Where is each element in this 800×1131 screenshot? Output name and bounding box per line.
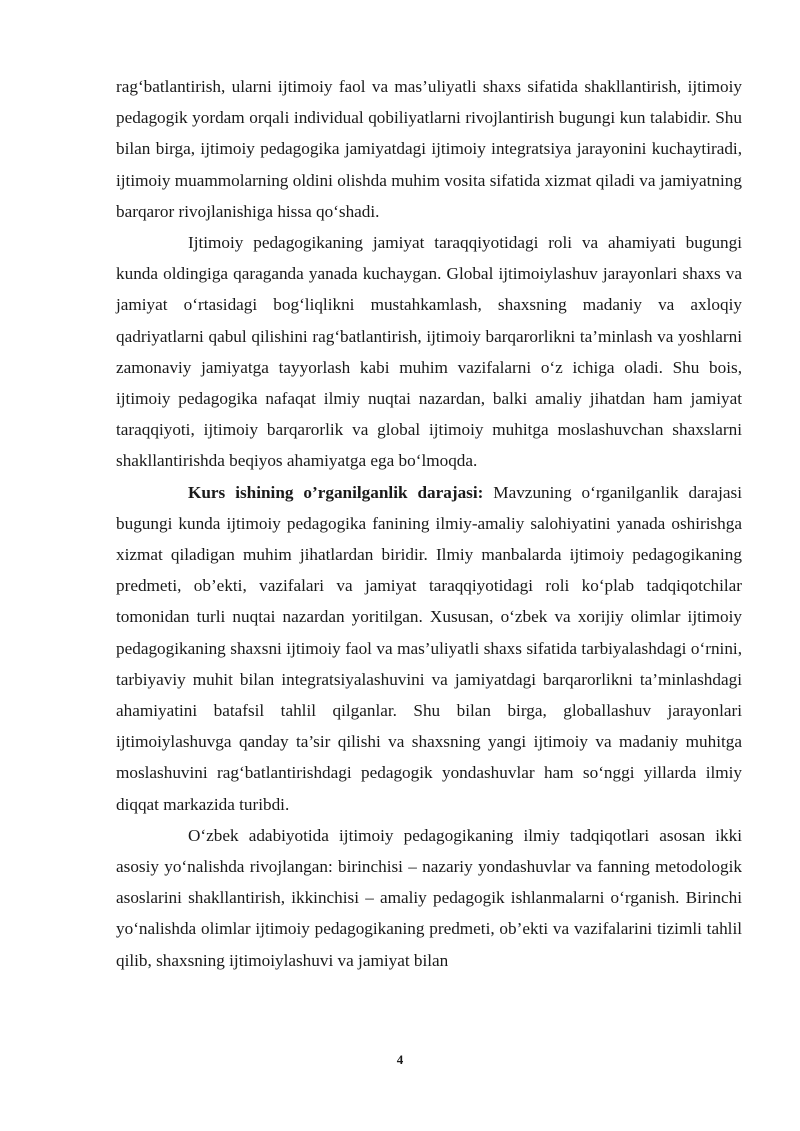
page-number: 4 xyxy=(396,1052,404,1067)
paragraph-text: Ijtimoiy pedagogikaning jamiyat taraqqiyotidagi roli va ahamiyati bugungi kunda oldingiga qaraganda yanada kuchaygan. Global ijtimoiylashuv jarayonlari shaxs va jamiyat o‘rtasidagi bog‘liqlikni mustahkamlash, shaxsning madaniy va axloqiy qadriyatlarni qabul qilishini rag‘batlantirish, ijtimoiy barqarorlikni ta’minlash va yoshlarni zamonaviy jamiyatga tayyorlash kabi muhim vazifalarni o‘z ichiga oladi. Shu bois, ijtimoiy pedagogika nafaqat ilmiy nuqtai nazardan, balki amaliy jihatdan ham jamiyat taraqqiyoti, ijtimoiy barqarorlik va global ijtimoiy muhitga moslashuvchan shaxslarni shakllantirishda beqiyos ahamiyatga ega bo‘lmoqda. xyxy=(116,233,742,471)
paragraph-research-level xyxy=(116,477,742,820)
paragraph-text: rag‘batlantirish, ularni ijtimoiy faol va mas’uliyatli shaxs sifatida shakllantirish, ijtimoiy pedagogik yordam orqali individual qobiliyatlarni rivojlantirish bugungi kun talabidir. Shu bilan birga, ijtimoiy pedagogika jamiyatdagi ijtimoiy integratsiya jarayonini kuchaytiradi, ijtimoiy muammolarning oldini olishda muhim vosita sifatida xizmat qiladi va jamiyatning barqaror rivojlanishiga hissa qo‘shadi. xyxy=(116,77,742,221)
paragraph-text: Mavzuning o‘rganilganlik darajasi bugungi kunda ijtimoiy pedagogika fanining ilmiy-amaliy salohiyatini yanada oshirishga xizmat qiladigan muhim jihatlardan biridir. Ilmiy manbalarda ijtimoiy pedagogikaning predmeti, ob’ekti, vazifalari va jamiyat taraqqiyotidagi roli ko‘plab tadqiqotchilar tomonidan turli nuqtai nazardan yoritilgan. Xususan, o‘zbek va xorijiy olimlar ijtimoiy pedagogikaning shaxsni ijtimoiy faol va mas’uliyatli shaxs sifatida tarbiyalashdagi o‘rnini, tarbiyaviy muhit bilan integratsiyalashuvini va jamiyatdagi barqarorlikni ta’minlashdagi ahamiyatini batafsil tahlil qilganlar. Shu bilan birga, globallashuv jarayonlari ijtimoiylashuvga qanday ta’sir qilishi va shaxsning yangi ijtimoiy va madaniy muhitga moslashuvini rag‘batlantirishdagi pedagogik yondashuvlar ham so‘nggi yillarda ilmiy diqqat markazida turibdi. xyxy=(116,482,742,814)
paragraph-role-of-social-pedagogy xyxy=(116,227,742,477)
paragraph-text: O‘zbek adabiyotida ijtimoiy pedagogikaning ilmiy tadqiqotlari asosan ikki asosiy yo‘nalishda rivojlangan: birinchisi – nazariy yondashuvlar va fanning metodologik asoslarini shakllantirish, ikkinchisi – amaliy pedagogik ishlanmalarni o‘rganish. Birinchi yo‘nalishda olimlar ijtimoiy pedagogikaning predmeti, ob’ekti va vazifalarini tizimli tahlil qilib, shaxsning ijtimoiylashuvi va jamiyat bilan xyxy=(116,825,742,970)
section-lead-heading: Kurs ishining o’rganilganlik darajasi: xyxy=(188,482,484,502)
paragraph-continuation xyxy=(116,71,742,227)
document-page xyxy=(116,71,742,976)
paragraph-uzbek-literature xyxy=(116,820,742,976)
